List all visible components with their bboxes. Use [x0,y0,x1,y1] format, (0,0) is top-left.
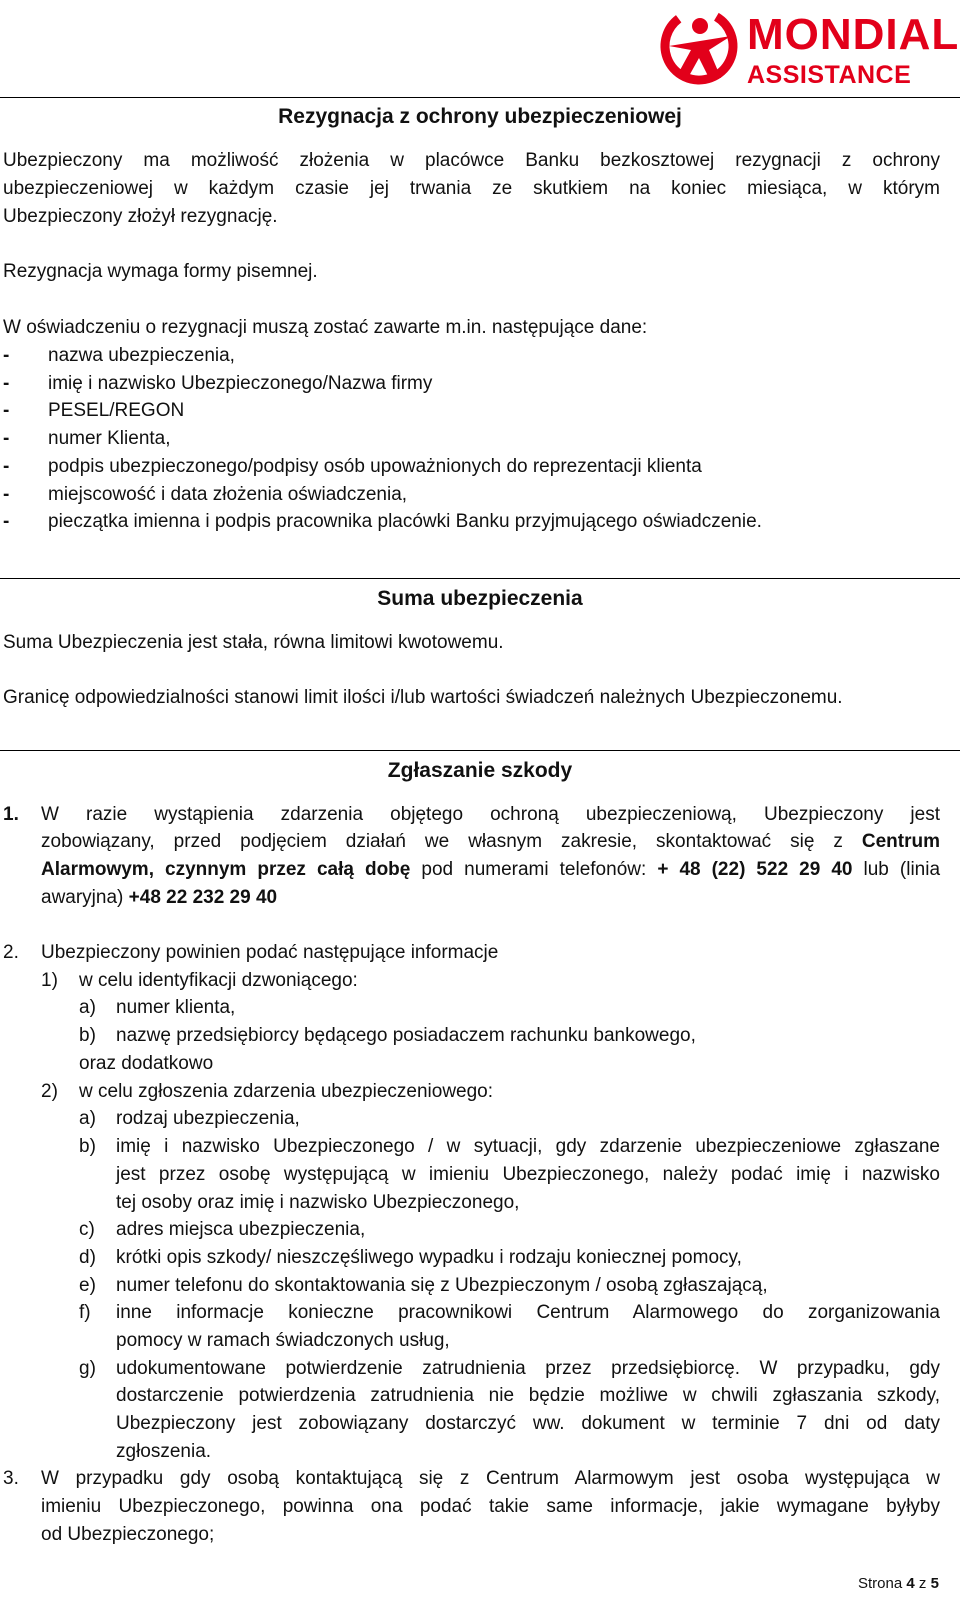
paragraph-line: W przypadku gdy osobą kontaktującą się z Centrum Alarmowym jest osoba występująca w [41,1468,940,1489]
section-divider [0,750,960,751]
paragraph-line: imieniu Ubezpieczonego, powinna ona podać takie same informacje, jakie wymagane byłyby [41,1496,940,1517]
list-number: 1. [3,804,19,825]
bullet-mark: - [3,511,10,532]
list-number: 3. [3,1468,19,1489]
list-letter: c) [79,1219,95,1240]
paragraph-line [41,858,940,882]
paragraph-line: imię i nazwisko Ubezpieczonego / w sytuacji, gdy zdarzenie ubezpieczeniowe zgłaszane [116,1136,940,1157]
section-title-rezygnacja: Rezygnacja z ochrony ubezpieczeniowej [278,105,682,128]
paragraph-line: rodzaj ubezpieczenia, [116,1108,300,1129]
list-letter: b) [79,1136,96,1157]
paragraph-line: udokumentowane potwierdzenie zatrudnienia przez przedsiębiorcę. W przypadku, gdy [116,1358,940,1379]
list-number: 1) [41,970,58,991]
phone-number-primary: + 48 (22) 522 29 40 [657,859,853,880]
paragraph-line: Ubezpieczony powinien podać następujące informacje [41,942,499,963]
paragraph-line: Ubezpieczony jest zobowiązany dostarczyć ww. dokument w terminie 7 dni od daty [116,1413,940,1434]
list-item: miejscowość i data złożenia oświadczenia, [48,484,408,505]
bullet-mark: - [3,400,10,421]
paragraph-line: zgłoszenia. [116,1441,212,1462]
paragraph-line: numer klienta, [116,997,236,1018]
alarm-centre-bold: Alarmowym, czynnym przez całą dobę [41,859,411,880]
section-divider [0,578,960,579]
list-number: 2) [41,1081,58,1102]
logo-wordmark-mondial: MONDIAL [747,10,960,59]
paragraph-line [41,830,940,854]
paragraph-line: Ubezpieczony ma możliwość złożenia w placówce Banku bezkosztowej rezygnacji z ochrony [3,150,940,171]
paragraph-line: ubezpieczeniowej w każdym czasie jej trwania ze skutkiem na koniec miesiąca, w którym [3,178,940,199]
paragraph-line: oraz dodatkowo [79,1053,214,1074]
list-item: pieczątka imienna i podpis pracownika placówki Banku przyjmującego oświadczenie. [48,511,762,532]
paragraph-line: od Ubezpieczonego; [41,1524,215,1545]
paragraph-line: W razie wystąpienia zdarzenia objętego ochroną ubezpieczeniową, Ubezpieczony jest [41,804,940,825]
paragraph-line: w celu zgłoszenia zdarzenia ubezpieczeniowego: [79,1081,494,1102]
paragraph-liability-limit: Granicę odpowiedzialności stanowi limit ilości i/lub wartości świadczeń należnych Ubezpieczonemu. [3,687,843,708]
paragraph-line: adres miejsca ubezpieczenia, [116,1219,366,1240]
text-run: lub (linia [863,859,941,880]
bullet-mark: - [3,456,10,477]
list-letter: g) [79,1358,96,1379]
page-separator: z [918,1575,927,1592]
paragraph-line: nazwę przedsiębiorcy będącego posiadaczem rachunku bankowego, [116,1025,696,1046]
bullet-mark: - [3,428,10,449]
text-run: awaryjna) [41,887,124,908]
paragraph-line: w celu identyfikacji dzwoniącego: [79,970,358,991]
bullet-mark: - [3,373,10,394]
bullet-mark: - [3,484,10,505]
page-total: 5 [930,1575,939,1592]
list-item: podpis ubezpieczonego/podpisy osób upoważnionych do reprezentacji klienta [48,456,702,477]
list-letter: a) [79,997,96,1018]
bullet-mark: - [3,345,10,366]
list-number: 2. [3,942,19,963]
brand-figure-icon [651,6,747,86]
list-item: numer Klienta, [48,428,171,449]
paragraph-line: Ubezpieczony złożył rezygnację. [3,206,278,227]
section-divider [0,97,960,98]
centrum-bold: Centrum [861,831,941,852]
paragraph-line: dostarczenie potwierdzenia zatrudnienia nie będzie możliwe w chwili zgłaszania szkody, [116,1385,940,1406]
list-letter: b) [79,1025,96,1046]
page-current: 4 [906,1575,915,1592]
page-label: Strona [858,1575,903,1592]
paragraph-line: jest przez osobę występującą w imieniu Ubezpieczonego, należy podać imię i nazwisko [116,1164,940,1185]
text-run: pod numerami telefonów: [421,859,647,880]
paragraph-required-data: W oświadczeniu o rezygnacji muszą zostać zawarte m.in. następujące dane: [3,317,648,338]
list-item: nazwa ubezpieczenia, [48,345,235,366]
mondial-assistance-logo [651,6,960,89]
section-title-zglaszanie: Zgłaszanie szkody [387,759,573,782]
list-letter: e) [79,1275,96,1296]
paragraph-line: pomocy w ramach świadczonych usług, [116,1330,450,1351]
phone-number-emergency: +48 22 232 29 40 [128,887,278,908]
section-title-suma: Suma ubezpieczenia [377,587,583,610]
paragraph-line: numer telefonu do skontaktowania się z Ubezpieczonym / osobą zgłaszającą, [116,1275,768,1296]
text-run: zobowiązany, przed podjęciem działań we własnym zakresie, skontaktować się z [41,831,843,852]
list-letter: f) [79,1302,91,1323]
paragraph-written-form: Rezygnacja wymaga formy pisemnej. [3,261,318,282]
logo-wordmark-assistance: ASSISTANCE [747,61,912,89]
list-letter: d) [79,1247,96,1268]
paragraph-line [41,886,277,910]
page-number [858,1575,939,1593]
paragraph-line: inne informacje konieczne pracownikowi Centrum Alarmowego do zorganizowania [116,1302,940,1323]
paragraph-line: krótki opis szkody/ nieszczęśliwego wypadku i rodzaju koniecznej pomocy, [116,1247,742,1268]
paragraph-line: tej osoby oraz imię i nazwisko Ubezpieczonego, [116,1192,520,1213]
paragraph-sum-insured: Suma Ubezpieczenia jest stała, równa limitowi kwotowemu. [3,632,504,653]
list-letter: a) [79,1108,96,1129]
list-item: imię i nazwisko Ubezpieczonego/Nazwa firmy [48,373,433,394]
list-item: PESEL/REGON [48,400,185,421]
